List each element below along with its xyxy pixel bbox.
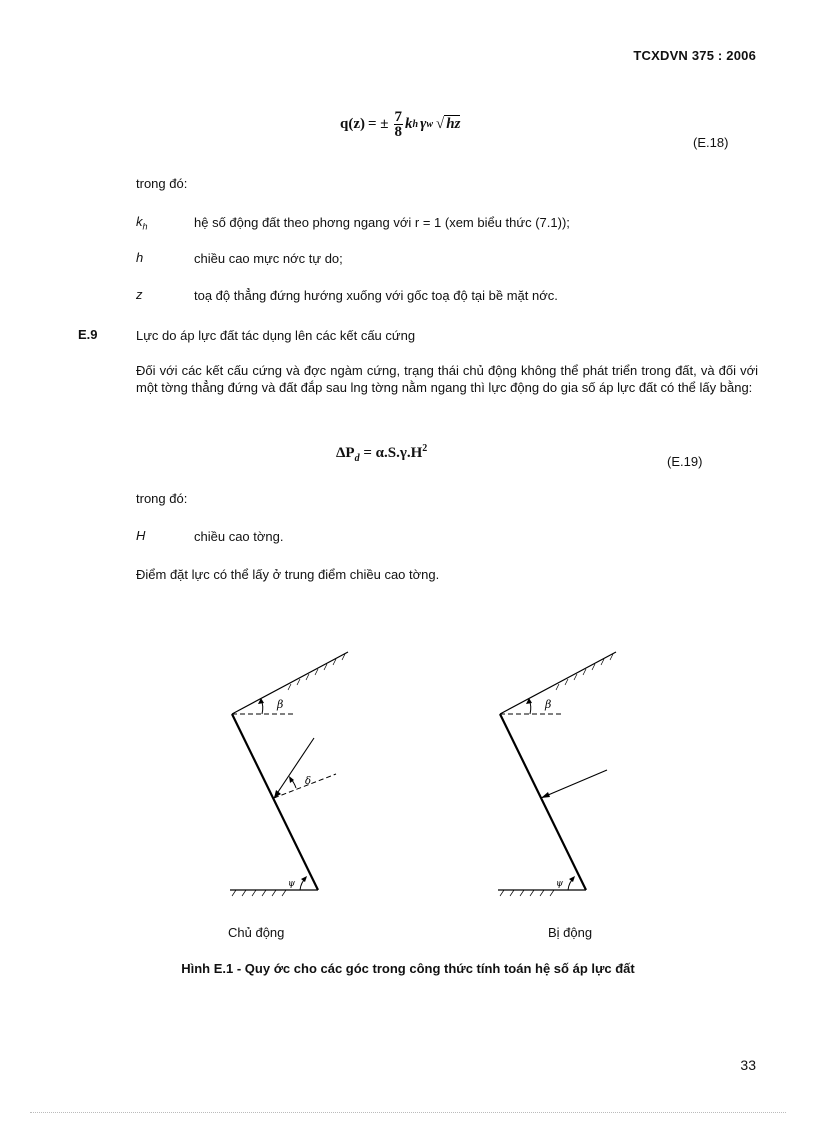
beta-label-right: β (545, 698, 552, 711)
page-header: TCXDVN 375 : 2006 (633, 48, 756, 63)
figure-label-active: Chủ động (228, 925, 285, 940)
eq18-root: hz (446, 116, 461, 132)
figure-left-active (230, 652, 348, 896)
def-text-kh: hệ số động đất theo phơng ngang với r = 1 (xem biểu thức (7.1)); (194, 215, 570, 230)
def-text-z: toạ độ thẳng đứng hướng xuống với gốc toạ độ tại bề mặt nớc. (194, 288, 558, 303)
eq19-label: (E.19) (667, 454, 703, 469)
equation-e18 (340, 104, 460, 144)
def-symbol-h: h (136, 250, 144, 265)
section-paragraph: Đối với các kết cấu cứng và đợc ngàm cứng, trạng thái chủ động không thể phát triển trong đất, và đối với một tờng thẳng đứng và đất đắp sau lng tờng nằm ngang thì lực động do gia số áp lực đất có thể lấy bằng: (136, 363, 758, 395)
def-text-h: chiều cao mực nớc tự do; (194, 251, 343, 266)
where-label-1: trong đó: (136, 176, 188, 191)
eq18-label: (E.18) (693, 135, 729, 150)
equation-e19 (336, 443, 427, 464)
psi-label-right: ψ (556, 879, 564, 889)
def-symbol-H: H (136, 528, 146, 543)
eq18-sign: = ± (368, 115, 389, 132)
beta-label-left: β (277, 698, 284, 711)
delta-label: δ (305, 776, 312, 787)
bottom-divider (30, 1112, 786, 1113)
eq18-gamma: γ (420, 115, 427, 132)
psi-label-left: ψ (288, 879, 296, 889)
eq18-denominator: 8 (394, 123, 403, 140)
def-symbol-kh: $k_h$ (136, 214, 148, 232)
eq19-rhs: = α.S.γ.H (359, 445, 423, 461)
eq18-numerator: 7 (394, 108, 403, 125)
eq19-sub-d: d (354, 453, 360, 464)
eq18-fraction (394, 110, 404, 139)
figure-caption: Hình E.1 - Quy ớc cho các góc trong công thức tính toán hệ số áp lực đất (181, 961, 635, 976)
page-number: 33 (740, 1057, 756, 1073)
eq18-lhs: q(z) (340, 115, 365, 132)
eq19-sup: 2 (422, 443, 428, 454)
def-symbol-z: z (136, 287, 143, 302)
figure-right-passive (498, 652, 616, 896)
def-text-H: chiều cao tờng. (194, 529, 284, 544)
eq19-delta-p: ΔP (336, 445, 355, 461)
section-number: E.9 (78, 327, 98, 342)
figure-label-passive: Bị động (548, 925, 593, 940)
where-label-2: trong đó: (136, 491, 188, 506)
section-title: Lực do áp lực đất tác dụng lên các kết cấu cứng (136, 328, 416, 343)
figure-e1 (0, 640, 816, 910)
point-note: Điểm đặt lực có thể lấy ở trung điểm chiều cao tờng. (136, 567, 440, 582)
eq18-sub-w: w (426, 118, 434, 130)
eq18-sub-h: h (412, 118, 419, 130)
eq18-k: k (405, 115, 413, 132)
sqrt-icon: √ (436, 115, 445, 132)
